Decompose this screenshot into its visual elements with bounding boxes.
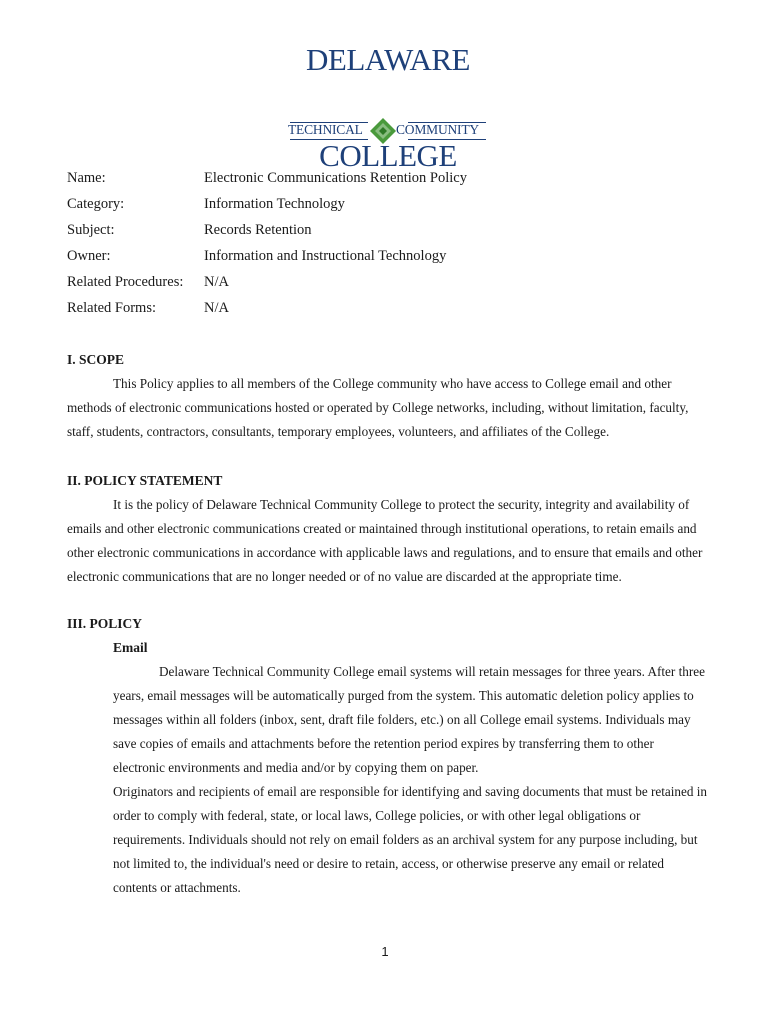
meta-label: Subject:: [67, 222, 115, 238]
meta-label: Related Forms:: [67, 300, 157, 316]
section-policy-statement: [67, 469, 707, 589]
meta-row-category: [67, 196, 667, 222]
meta-row-owner: [67, 248, 667, 274]
section-policy: [67, 612, 707, 636]
meta-row-name: [67, 170, 667, 196]
meta-row-subject: [67, 222, 667, 248]
section-paragraph: This Policy applies to all members of the College community who have access to College email and other methods of electronic communications hosted or operated by College networks, including, without limitation, faculty, staff, students, contractors, consultants, temporary employees, volunteers, and affiliates of the College.: [67, 376, 689, 439]
meta-row-related-procedures: [67, 274, 667, 300]
meta-value: N/A: [204, 300, 229, 316]
meta-label: Name:: [67, 170, 106, 186]
subsection-heading: Email: [113, 640, 148, 655]
meta-label: Related Procedures:: [67, 274, 184, 290]
logo-delaware: DELAWARE: [306, 42, 470, 77]
email-paragraph-2: Originators and recipients of email are responsible for identifying and saving documents that must be retained in order to comply with federal, state, or local laws, College policies, or with other legal obligations or requirements. Individuals should not rely on email folders as an archival system for any purpose including, but not limited to, the individual's need or desire to retain, access, or otherwise preserve any email or related contents or attachments.: [113, 784, 708, 895]
page-number: 1: [381, 944, 389, 959]
meta-value: Electronic Communications Retention Policy: [204, 170, 467, 186]
section-scope: [67, 348, 707, 444]
section-paragraph: It is the policy of Delaware Technical Community College to protect the security, integrity and availability of emails and other electronic communications created or maintained through institutional operations, to retain emails and other electronic communications in accordance with applicable laws and regulations, and to ensure that emails and other electronic communications that are no longer needed or of no value are discarded at the appropriate time.: [67, 497, 703, 584]
section-heading: III. POLICY: [67, 616, 143, 631]
email-paragraph-1: Delaware Technical Community College email systems will retain messages for three years. After three years, email messages will be automatically purged from the system. This automatic deletion policy applies to messages within all folders (inbox, sent, draft file folders, etc.) on all College email systems. Individuals may save copies of emails and attachments before the retention period expires by transferring them to other electronic environments and media and/or by copying them on paper.: [113, 664, 705, 775]
meta-value: N/A: [204, 274, 229, 290]
meta-label: Category:: [67, 196, 125, 212]
logo-community: COMMUNITY: [396, 122, 479, 137]
meta-value: Information Technology: [204, 196, 345, 212]
subsection-email: [113, 636, 708, 900]
section-heading: II. POLICY STATEMENT: [67, 473, 223, 488]
meta-value: Records Retention: [204, 222, 312, 238]
logo-technical: TECHNICAL: [288, 122, 363, 137]
meta-value: Information and Instructional Technology: [204, 248, 447, 264]
section-heading: I. SCOPE: [67, 352, 125, 367]
meta-label: Owner:: [67, 248, 111, 264]
college-logo: [288, 42, 488, 173]
policy-metadata: [67, 170, 667, 326]
logo-college: COLLEGE: [319, 138, 457, 173]
meta-row-related-forms: [67, 300, 667, 326]
